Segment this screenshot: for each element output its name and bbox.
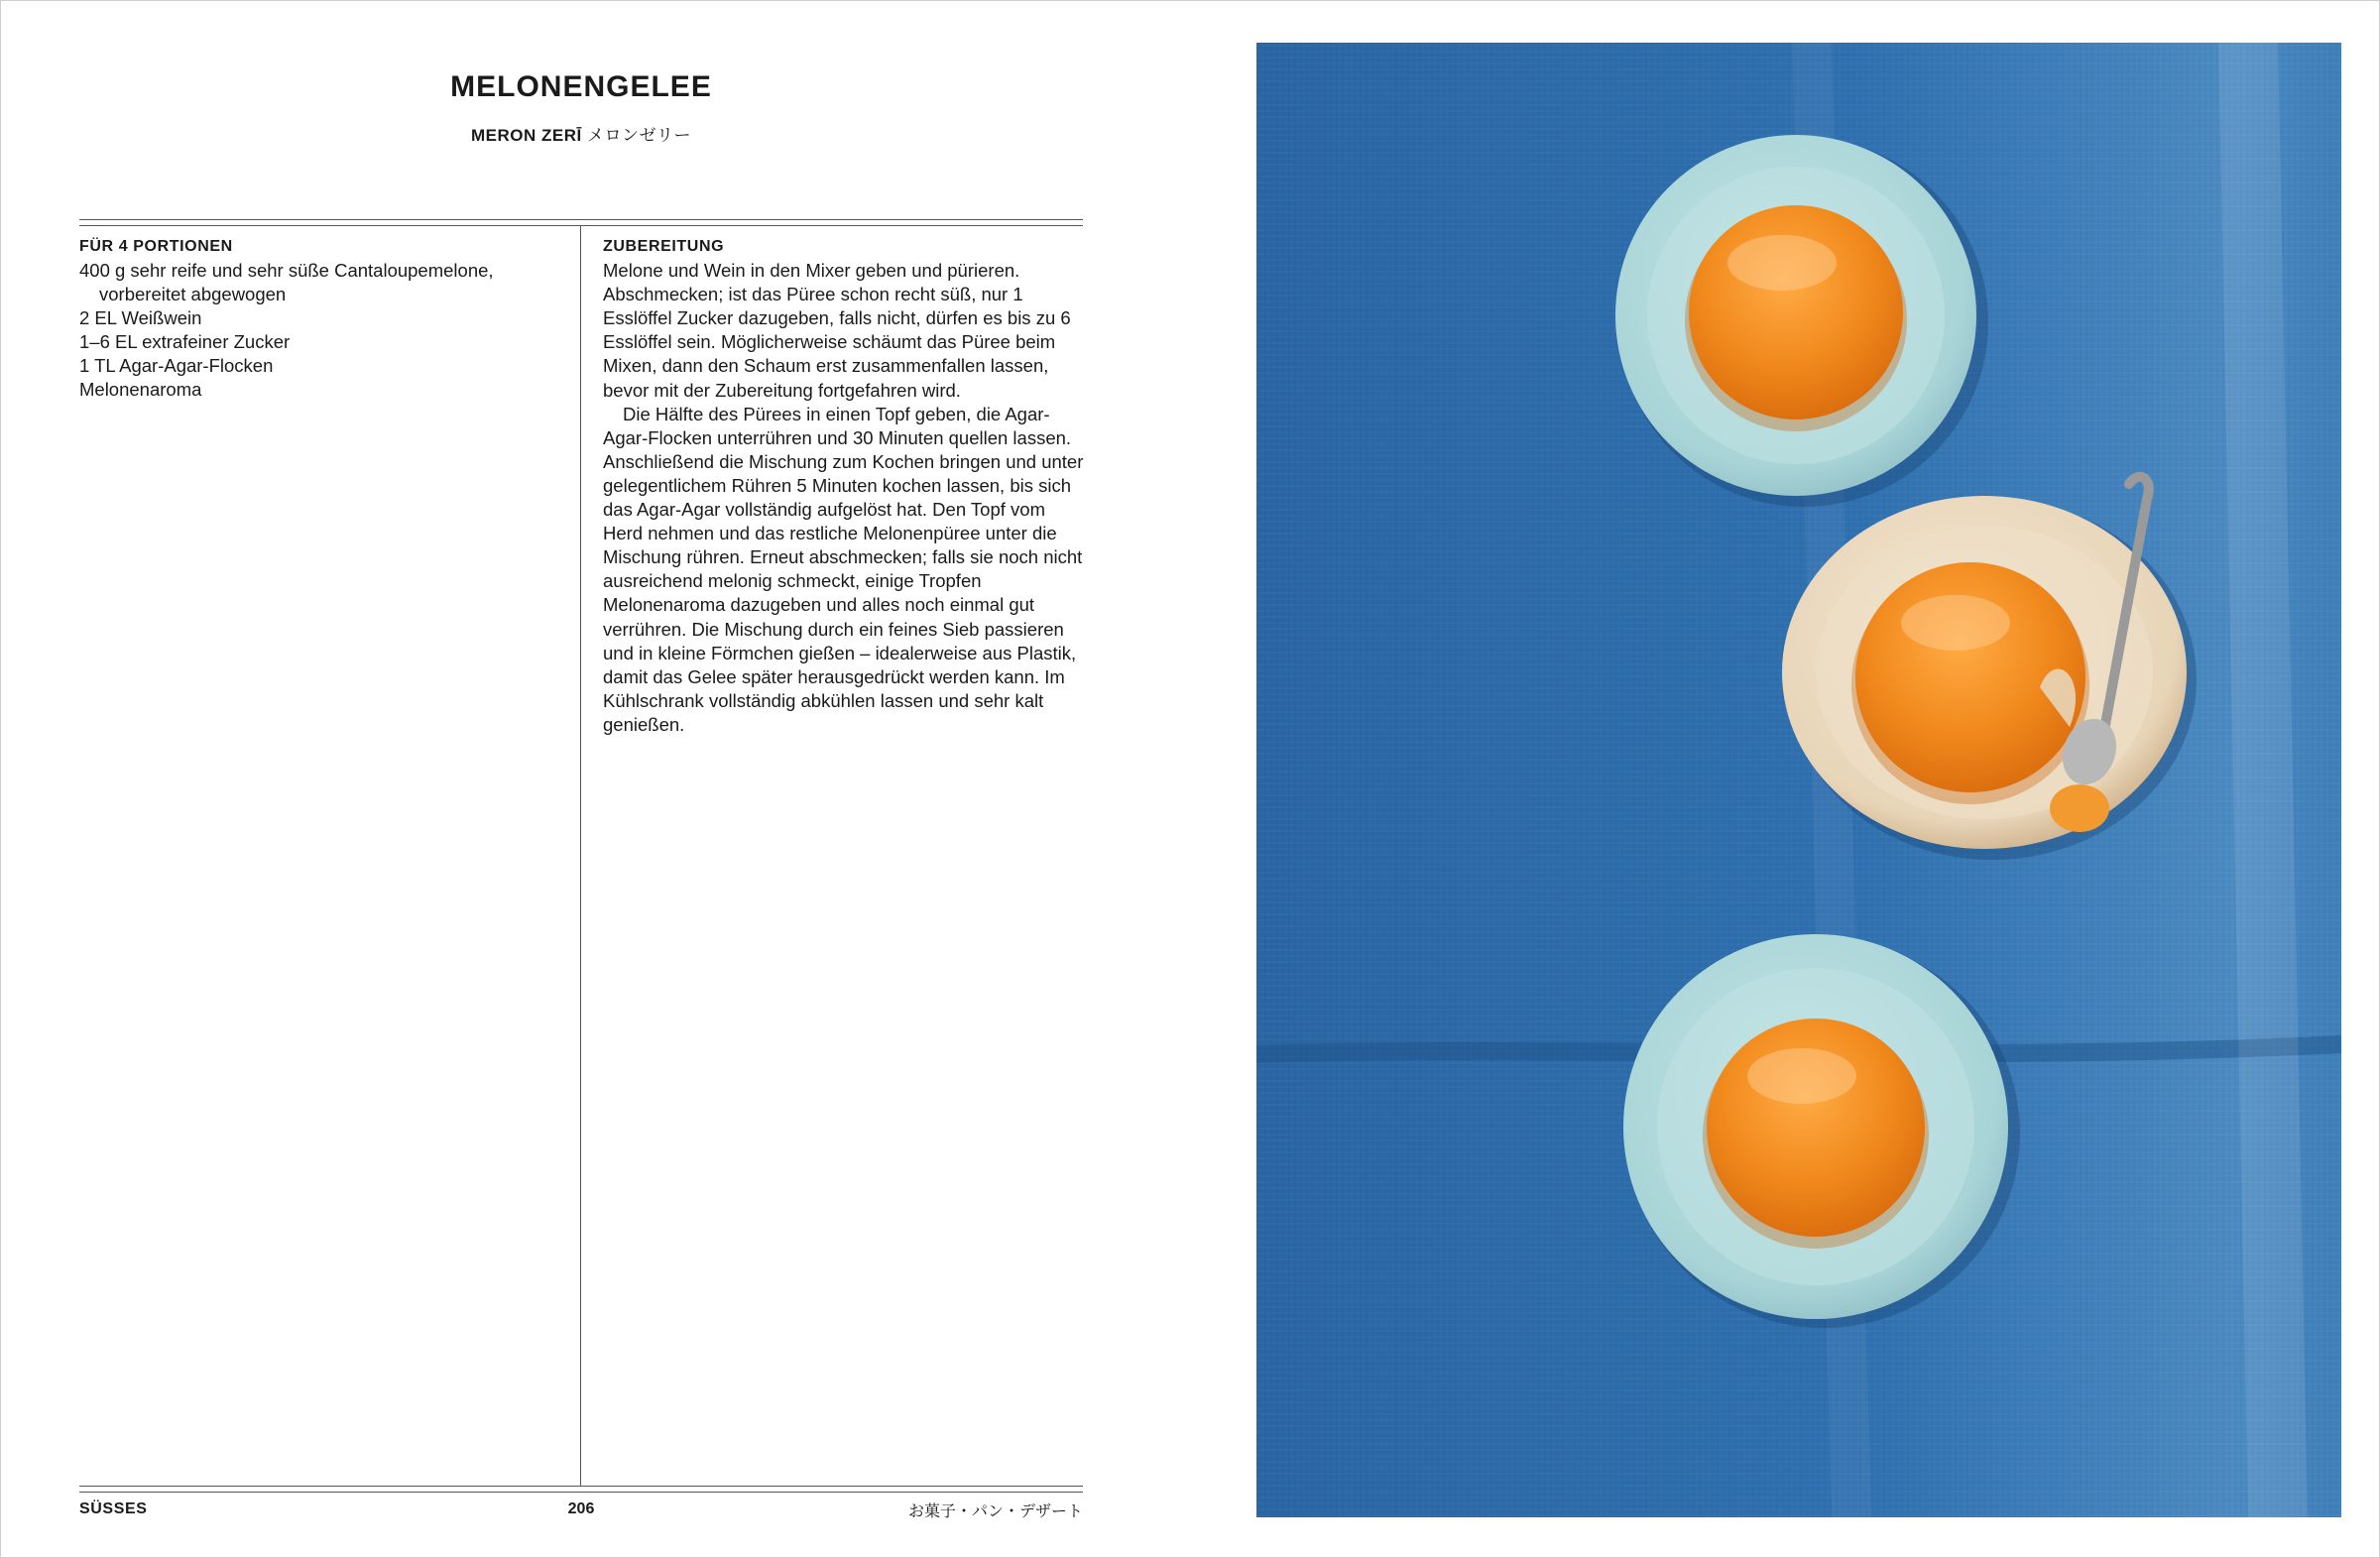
ingredient-line: 1–6 EL extrafeiner Zucker xyxy=(79,331,291,352)
top-rule-inner xyxy=(79,225,1083,226)
ingredient-line: 2 EL Weißwein xyxy=(79,307,202,328)
ingredients-heading: FÜR 4 PORTIONEN xyxy=(79,238,233,255)
ingredient-line: vorbereitet abgewogen xyxy=(99,284,287,304)
melon-jelly-photo xyxy=(1256,43,2341,1517)
left-page xyxy=(1,1,1188,1557)
right-page xyxy=(1191,1,2379,1557)
ingredient-line: 400 g sehr reife und sehr süße Cantaloupemelone, xyxy=(79,260,494,281)
top-rule xyxy=(79,219,1083,220)
footer-section-label: SÜSSES xyxy=(79,1500,148,1517)
recipe-title: MELONENGELEE xyxy=(450,70,712,103)
preparation-paragraph: Melone und Wein in den Mixer geben und pürieren. Abschmecken; ist das Püree schon recht süß, nur 1 Esslöffel Zucker dazugeben, falls nicht, dürfen es bis zu 6 Esslöffel sein. Möglicherweise schäumt das Püree beim Mixen, dann den Schaum erst zusammenfallen lassen, bevor mit der Zubereitung fortgefahren wird. xyxy=(603,260,1071,401)
subtitle-japanese: メロンゼリー xyxy=(586,126,691,145)
preparation-paragraph: Die Hälfte des Pürees in einen Topf geben, die Agar-Agar-Flocken unterrühren und 30 Minuten quellen lassen. Anschließend die Mischung zum Kochen bringen und unter gelegentlichem Rühren 5 Minuten kochen lassen, bis sich das Agar-Agar vollständig aufgelöst hat. Den Topf vom Herd nehmen und das restliche Melonenpüree unter die Mischung rühren. Erneut abschmecken; falls sie noch nicht ausreichend melonig schmeckt, einige Tropfen Melonenaroma dazugeben und alles noch einmal gut verrühren. Die Mischung durch ein feines Sieb passieren und in kleine Förmchen gießen – idealerweise aus Plastik, damit das Gelee später herausgedrückt werden kann. Im Kühlschrank vollständig abkühlen lassen und sehr kalt genießen. xyxy=(603,403,1084,735)
column-divider xyxy=(580,225,581,1487)
bottom-rule xyxy=(79,1492,1083,1493)
recipe-subtitle xyxy=(1,121,1161,146)
ingredient-line: 1 TL Agar-Agar-Flocken xyxy=(79,355,274,376)
ingredient-line: Melonenaroma xyxy=(79,379,202,400)
preparation-column xyxy=(603,235,1085,737)
subtitle-romaji: MERON ZERĪ xyxy=(471,126,582,145)
footer-japanese-section: お菓子・パン・デザート xyxy=(907,1503,1083,1520)
bottom-rule-inner xyxy=(79,1486,1083,1487)
preparation-heading: ZUBEREITUNG xyxy=(603,238,725,255)
ingredients-column xyxy=(79,235,565,402)
page-number: 206 xyxy=(567,1500,595,1517)
